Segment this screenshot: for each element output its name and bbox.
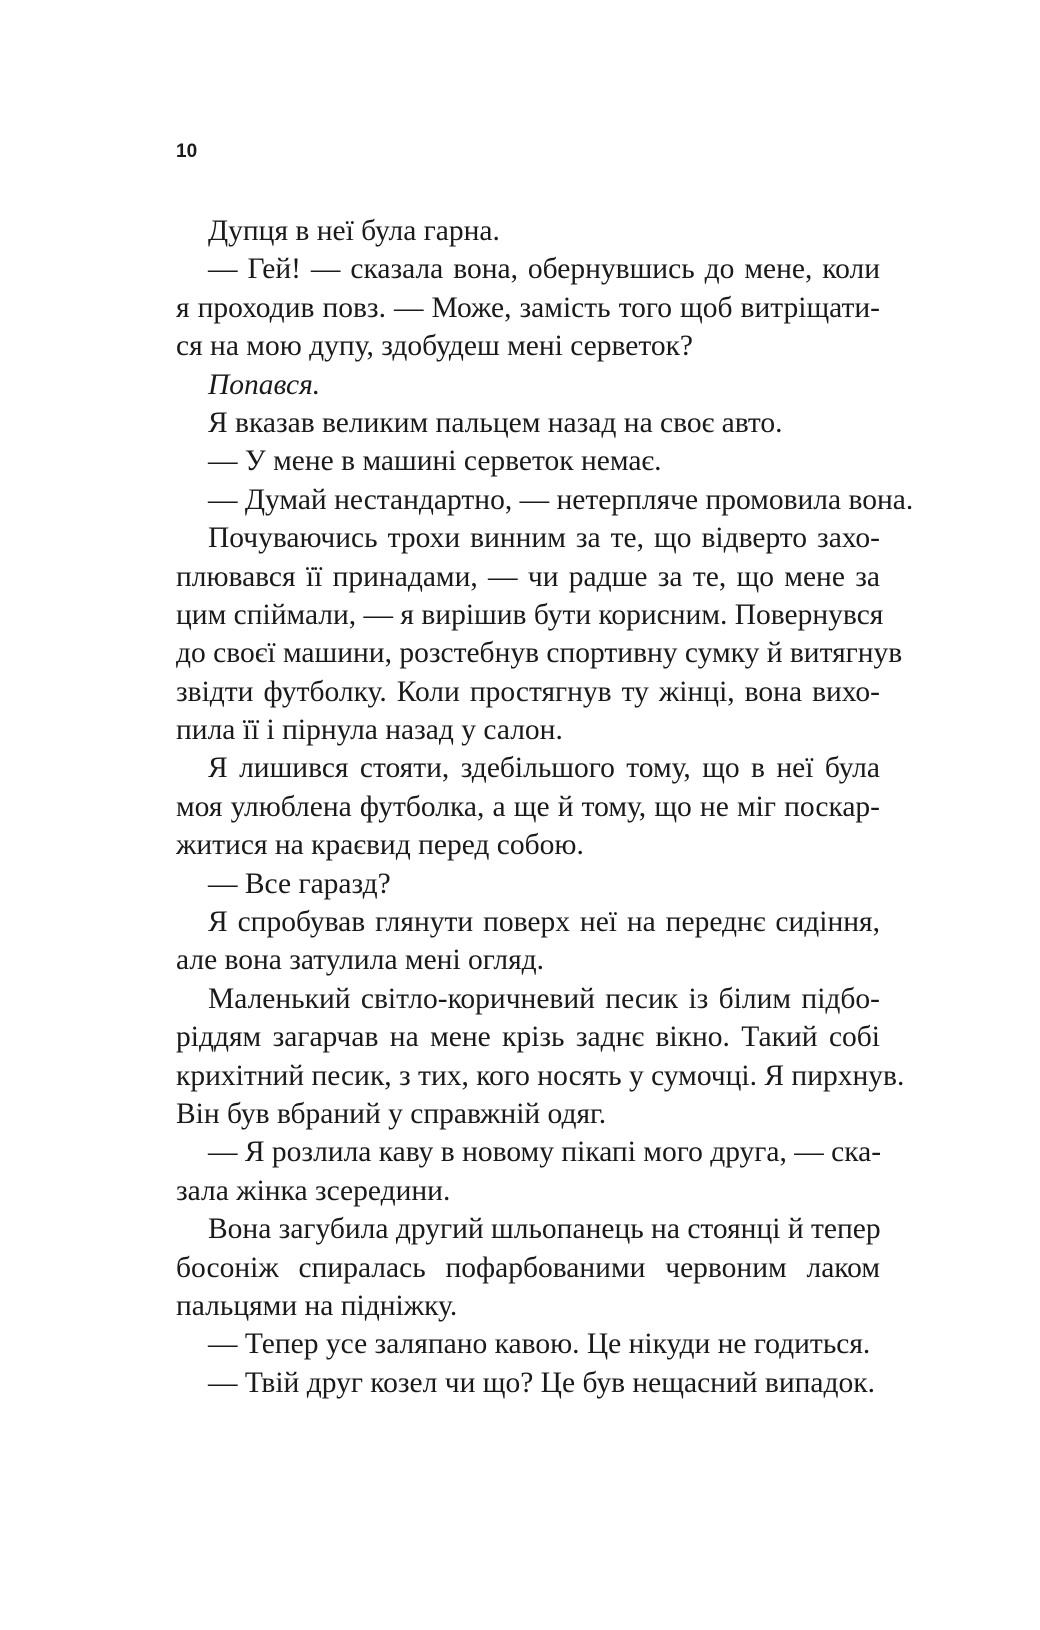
text-line: пила її і пірнула назад у салон.	[176, 714, 563, 747]
text-line: ріддям загарчав на мене крізь заднє вікно. Такий собі	[176, 1021, 880, 1054]
text-line: Вона загубила другий шльопанець на стоянці й тепер	[208, 1213, 881, 1246]
text-line: — Твій друг козел чи що? Це був нещасний випадок.	[208, 1366, 875, 1399]
text-line: — Все гаразд?	[208, 867, 391, 900]
text-line: Я спробував глянути поверх неї на переднє сидіння,	[208, 906, 880, 939]
text-line: босоніж спиралась пофарбованими червоним лаком	[176, 1251, 880, 1284]
text-line: — Тепер усе заляпано кавою. Це нікуди не годиться.	[208, 1328, 871, 1361]
text-line: Він був вбраний у справжній одяг.	[176, 1097, 607, 1130]
text-line: — У мене в машині серветок немає.	[208, 445, 662, 478]
text-line: зала жінка зсередини.	[176, 1174, 451, 1207]
text-line: — Думай нестандартно, — нетерпляче промовила вона.	[208, 483, 914, 516]
text-line: Маленький світло-коричневий песик із білим підбо-	[208, 982, 880, 1015]
text-line: але вона затулила мені огляд.	[176, 944, 545, 977]
body-text	[176, 212, 914, 1402]
text-line: Почуваючись трохи винним за те, що відверто захо-	[208, 522, 880, 555]
text-line: плювався її принадами, — чи радше за те, що мене за	[176, 560, 880, 593]
text-line: — Я розлила каву в новому пікапі мого друга, — ска-	[208, 1136, 882, 1169]
text-line: житися на краєвид перед собою.	[176, 829, 584, 862]
page-number: 10	[176, 141, 198, 162]
text-line: моя улюблена футболка, а ще й тому, що не міг поскар-	[176, 790, 880, 823]
text-line: пальцями на підніжку.	[176, 1289, 458, 1322]
text-line: Попався.	[208, 368, 321, 401]
text-line: звідти футболку. Коли простягнув ту жінці, вона вихо-	[176, 675, 880, 708]
text-line: цим спіймали, — я вирішив бути корисним. Повернувся	[176, 598, 884, 631]
text-line: я проходив повз. — Може, замість того щоб витріщати-	[176, 291, 880, 324]
text-line: Я лишився стояти, здебільшого тому, що в неї була	[208, 752, 880, 785]
text-line: Дупця в неї була гарна.	[208, 215, 500, 247]
text-line: крихітний песик, з тих, кого носять у сумочці. Я пирхнув.	[176, 1059, 905, 1092]
text-line: — Гей! — сказала вона, обернувшись до мене, коли	[208, 253, 880, 286]
text-line: ся на мою дупу, здобудеш мені серветок?	[176, 330, 694, 363]
text-line: до своєї машини, розстебнув спортивну сумку й витягнув	[176, 637, 903, 670]
text-line: Я вказав великим пальцем назад на своє авто.	[208, 406, 783, 439]
